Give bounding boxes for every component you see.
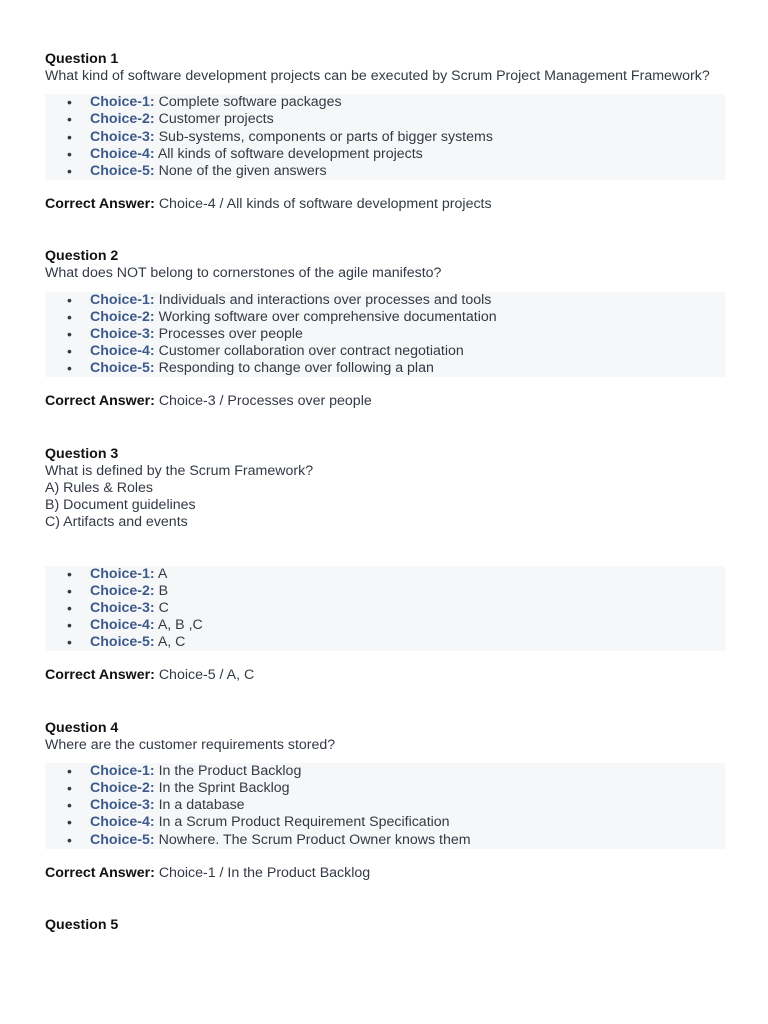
- choice-list: [45, 94, 725, 180]
- choice-item: [45, 583, 725, 600]
- bullet-icon: •: [67, 634, 72, 651]
- spacer: [45, 685, 735, 720]
- question-text: Where are the customer requirements stored?: [45, 736, 336, 753]
- choice-item: [45, 763, 725, 780]
- choice-text: Processes over people: [158, 325, 303, 342]
- bullet-icon: •: [67, 94, 72, 111]
- choice-text: None of the given answers: [158, 162, 327, 179]
- question-title: Question 1: [45, 51, 119, 67]
- choice-item: [45, 360, 725, 377]
- bullet-icon: •: [67, 111, 72, 128]
- choice-text: A, B ,C: [157, 617, 203, 634]
- choice-text: Nowhere. The Scrum Product Owner knows them: [158, 831, 471, 848]
- choice-text: In the Product Backlog: [158, 762, 302, 779]
- choice-item: [45, 780, 725, 797]
- choice-item: [45, 129, 725, 146]
- choice-label: Choice-3:: [90, 128, 155, 145]
- choice-label: Choice-2:: [90, 582, 155, 599]
- answer-label: Correct Answer:: [45, 864, 155, 881]
- bullet-icon: •: [67, 360, 72, 377]
- answer-text: Choice-1 / In the Product Backlog: [158, 864, 371, 881]
- bullet-icon: •: [67, 308, 72, 325]
- choice-text: All kinds of software development projects: [157, 145, 423, 162]
- question-title: Question 3: [45, 445, 119, 462]
- choice-text: A: [157, 565, 168, 582]
- choice-item: [45, 94, 725, 111]
- choice-label: Choice-4:: [90, 343, 155, 360]
- question-4: [45, 720, 735, 882]
- choice-item: [45, 326, 725, 343]
- correct-answer: [45, 393, 735, 410]
- choice-label: Choice-5:: [90, 634, 155, 651]
- question-text: What does NOT belong to cornerstones of the agile manifesto?: [45, 265, 442, 282]
- spacer: [45, 532, 735, 566]
- choice-text: Customer projects: [158, 111, 274, 128]
- choice-label: Choice-5:: [90, 831, 155, 848]
- bullet-icon: •: [67, 343, 72, 360]
- choice-label: Choice-4:: [90, 814, 155, 831]
- choice-item: [45, 617, 725, 634]
- answer-label: Correct Answer:: [45, 667, 155, 684]
- answer-text: Choice-4 / All kinds of software development projects: [158, 196, 492, 213]
- question-text: What kind of software development projects can be executed by Scrum Project Management Framework?: [45, 68, 710, 84]
- choice-item: [45, 146, 725, 163]
- spacer: [45, 882, 735, 917]
- choice-list: [45, 566, 725, 652]
- choice-list: [45, 763, 725, 849]
- correct-answer: [45, 196, 735, 213]
- choice-text: Customer collaboration over contract negotiation: [158, 343, 464, 360]
- spacer: [45, 213, 735, 248]
- correct-answer: [45, 667, 735, 684]
- answer-label: Correct Answer:: [45, 393, 155, 410]
- choice-text: B: [158, 582, 169, 599]
- choice-label: Choice-3:: [90, 599, 155, 616]
- choice-text: Complete software packages: [158, 94, 342, 111]
- bullet-icon: •: [67, 582, 72, 599]
- choice-item: [45, 814, 725, 831]
- question-3: [45, 446, 735, 685]
- choice-text: Individuals and interactions over processes and tools: [158, 291, 492, 308]
- choice-label: Choice-2:: [90, 111, 155, 128]
- choice-label: Choice-1:: [90, 565, 155, 582]
- choice-list: [45, 292, 725, 378]
- choice-text: Sub-systems, components or parts of bigger systems: [158, 128, 493, 145]
- choice-text: C: [158, 599, 169, 616]
- question-option-line: B) Document guidelines: [45, 497, 196, 514]
- choice-item: [45, 343, 725, 360]
- question-text: What is defined by the Scrum Framework?: [45, 462, 314, 479]
- bullet-icon: •: [67, 325, 72, 342]
- question-title: Question 5: [45, 916, 119, 933]
- choice-label: Choice-1:: [90, 762, 155, 779]
- bullet-icon: •: [67, 831, 72, 848]
- spacer: [45, 411, 735, 446]
- answer-text: Choice-5 / A, C: [158, 667, 255, 684]
- bullet-icon: •: [67, 128, 72, 145]
- bullet-icon: •: [67, 617, 72, 634]
- choice-item: [45, 309, 725, 326]
- choice-label: Choice-5:: [90, 360, 155, 377]
- choice-label: Choice-5:: [90, 162, 155, 179]
- choice-text: In the Sprint Backlog: [158, 780, 290, 797]
- choice-text: In a Scrum Product Requirement Specification: [158, 814, 450, 831]
- quiz-document: [45, 51, 735, 934]
- bullet-icon: •: [67, 291, 72, 308]
- choice-item: [45, 600, 725, 617]
- answer-label: Correct Answer:: [45, 196, 155, 213]
- choice-label: Choice-2:: [90, 780, 155, 797]
- question-title: Question 2: [45, 248, 119, 265]
- question-1: [45, 51, 735, 213]
- question-option-line: A) Rules & Roles: [45, 479, 154, 496]
- choice-text: In a database: [158, 797, 245, 814]
- bullet-icon: •: [67, 565, 72, 582]
- question-5: [45, 917, 735, 934]
- choice-label: Choice-3:: [90, 797, 155, 814]
- choice-text: Responding to change over following a plan: [158, 360, 434, 377]
- bullet-icon: •: [67, 599, 72, 616]
- choice-label: Choice-4:: [90, 617, 155, 634]
- choice-label: Choice-3:: [90, 325, 155, 342]
- bullet-icon: •: [67, 814, 72, 831]
- bullet-icon: •: [67, 780, 72, 797]
- choice-item: [45, 634, 725, 651]
- choice-item: [45, 163, 725, 180]
- choice-text: A, C: [157, 634, 186, 651]
- choice-label: Choice-1:: [90, 291, 155, 308]
- answer-text: Choice-3 / Processes over people: [158, 393, 372, 410]
- correct-answer: [45, 865, 735, 882]
- choice-text: Working software over comprehensive documentation: [158, 308, 497, 325]
- choice-label: Choice-4:: [90, 145, 155, 162]
- bullet-icon: •: [67, 162, 72, 179]
- choice-item: [45, 566, 725, 583]
- bullet-icon: •: [67, 797, 72, 814]
- choice-item: [45, 832, 725, 849]
- question-title: Question 4: [45, 719, 119, 736]
- choice-label: Choice-2:: [90, 308, 155, 325]
- choice-label: Choice-1:: [90, 94, 155, 111]
- question-2: [45, 248, 735, 410]
- bullet-icon: •: [67, 145, 72, 162]
- choice-item: [45, 292, 725, 309]
- bullet-icon: •: [67, 762, 72, 779]
- question-option-line: C) Artifacts and events: [45, 514, 188, 531]
- choice-item: [45, 797, 725, 814]
- choice-item: [45, 111, 725, 128]
